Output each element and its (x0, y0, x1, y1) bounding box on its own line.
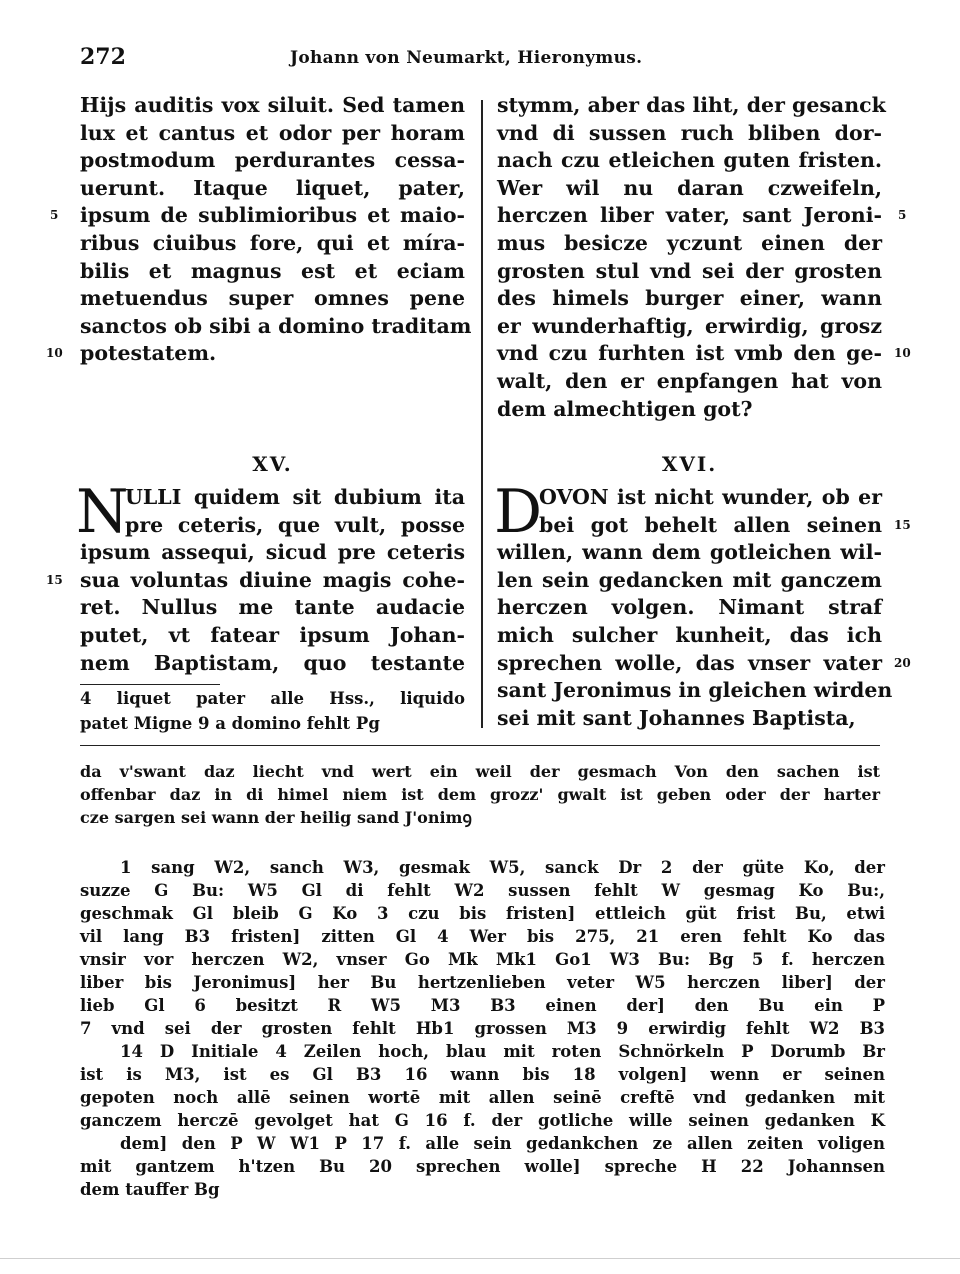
variant-line: da v'swant daz liecht vnd wert ein weil der gesmach Von den sachen ist (80, 762, 880, 781)
german-column-xvi (497, 484, 893, 732)
text-line: herczen liber vater, sant Jeroni- (497, 203, 882, 228)
text-line: uerunt. Itaque liquet, pater, (80, 175, 465, 200)
text-line: len sein gedancken mit ganczem (497, 567, 882, 592)
line-number: 15 (46, 573, 63, 587)
page-header (80, 44, 880, 76)
line-number: 10 (894, 346, 911, 360)
text-line: sant Jeronimus in gleichen wirden (497, 678, 893, 703)
text-line: potestatem. (80, 341, 217, 366)
text-line: Hijs auditis vox siluit. Sed tamen (80, 93, 465, 117)
text-line: herczen volgen. Nimant straf (497, 595, 882, 620)
footnote-line: patet Migne 9 a domino fehlt Pg (80, 714, 380, 733)
line-number: 5 (898, 208, 907, 222)
section-heading-xvi: XVI. (661, 452, 718, 476)
apparatus-line: dem tauffer Bg (80, 1180, 220, 1199)
apparatus-line: gepoten noch allē seinen wortē mit allen seinē creftē vnd gedanken mit (80, 1088, 885, 1107)
text-line: putet, vt fatear ipsum Johan- (80, 622, 465, 647)
apparatus-line: ganczem herczē gevolget hat G 16 f. der gotliche wille seinen gedanken K (80, 1111, 885, 1130)
line-rest: ist nicht wunder, ob er (617, 485, 882, 509)
apparatus-line: ist is M3, ist es Gl B3 16 wann bis 18 volgen] wenn er seinen (80, 1065, 885, 1084)
text-line: ribus ciuibus fore, qui et míra- (80, 230, 465, 255)
text-line: mus besicze yczunt einen der (497, 230, 882, 255)
apparatus-line: vil lang B3 fristen] zitten Gl 4 Wer bis 275, 21 eren fehlt Ko das (80, 927, 885, 946)
full-width-rule (80, 745, 880, 746)
latin-column-top (80, 92, 472, 368)
text-line: mich sulcher kunheit, das ich (497, 622, 882, 647)
text-line: stymm, aber das liht, der gesanck (497, 93, 886, 117)
text-line (497, 484, 882, 512)
line-number: 20 (894, 656, 911, 670)
text-line: des himels burger einer, wann (497, 286, 882, 311)
apparatus-line: suzze G Bu: W5 Gl di fehlt W2 sussen fehlt W gesmag Ko Bu:, (80, 881, 885, 900)
critical-apparatus (80, 856, 885, 1201)
text-line: ipsum de sublimioribus et maio- (80, 203, 465, 228)
footnote-line: 4 liquet pater alle Hss., liquido (80, 689, 465, 708)
text-line: metuendus super omnes pene (80, 286, 465, 311)
apparatus-line: mit gantzem h'tzen Bu 20 sprechen wolle] spreche H 22 Johannsen (80, 1157, 885, 1176)
line-rest: quidem sit dubium ita (193, 485, 465, 509)
text-line: grosten stul vnd sei der grosten (497, 258, 882, 283)
text-line: ret. Nullus me tante audacie (80, 595, 465, 620)
text-line: nem Baptistam, quo testante (80, 650, 465, 675)
text-line: bei got behelt allen seinen (539, 512, 882, 537)
text-line: lux et cantus et odor per horam (80, 120, 465, 145)
text-line: willen, wann dem gotleichen wil- (497, 540, 882, 565)
text-line: sanctos ob sibi a domino traditam (80, 313, 472, 338)
smallcaps-word: ULLI (125, 485, 182, 509)
text-line: pre ceteris, que vult, posse (125, 512, 465, 537)
page-number: 272 (80, 44, 126, 70)
text-line: postmodum perdurantes cessa- (80, 148, 465, 173)
apparatus-line: 7 vnd sei der grosten fehlt Hb1 grossen M3 9 erwirdig fehlt W2 B3 (80, 1019, 885, 1038)
running-title: Johann von Neumarkt, Hieronymus. (290, 48, 643, 68)
apparatus-line: 1 sang W2, sanch W3, gesmak W5, sanck Dr 2 der güte Ko, der (120, 858, 885, 877)
text-line: walt, den er enpfangen hat von (497, 368, 882, 393)
text-line: vnd di sussen ruch bliben dor- (497, 120, 882, 145)
dropcap: N (76, 477, 129, 547)
variant-line: offenbar daz in di himel niem ist dem grozz' gwalt ist geben oder der harter (80, 785, 880, 804)
apparatus-line: lieb Gl 6 besitzt R W5 M3 B3 einen der] den Bu ein P (80, 996, 885, 1015)
column-divider (481, 100, 483, 728)
text-line: er wunderhaftig, erwirdig, grosz (497, 313, 882, 338)
apparatus-line: liber bis Jeronimus] her Bu hertzenlieben veter W5 herczen liber] der (80, 973, 885, 992)
line-number: 5 (50, 208, 59, 222)
text-line: bilis et magnus est et eciam (80, 258, 465, 283)
variant-line: cze sargen sei wann der heilig sand J'onimꝯ (80, 808, 472, 827)
text-line: sei mit sant Johannes Baptista, (497, 705, 856, 730)
text-line: vnd czu furhten ist vmb den ge- (497, 341, 882, 366)
apparatus-line: dem] den P W W1 P 17 f. alle sein gedankchen ze allen zeiten voligen (120, 1134, 885, 1153)
apparatus-line: geschmak Gl bleib G Ko 3 czu bis fristen] ettleich güt frist Bu, etwi (80, 904, 885, 923)
line-number: 15 (894, 518, 911, 532)
footnote-rule (80, 684, 220, 685)
text-line: sua voluntas diuine magis cohe- (80, 567, 465, 592)
manuscript-variant-text (80, 760, 880, 829)
text-line: ipsum assequi, sicud pre ceteris (80, 540, 465, 565)
left-footnote (80, 686, 465, 736)
text-line: Wer wil nu daran czweifeln, (497, 175, 882, 200)
section-heading-xv: XV. (252, 452, 293, 476)
latin-column-xv (80, 484, 465, 677)
dropcap: D (494, 477, 543, 547)
apparatus-line: 14 D Initiale 4 Zeilen hoch, blau mit roten Schnörkeln P Dorumb Br (120, 1042, 885, 1061)
text-line: nach czu etleichen guten fristen. (497, 148, 882, 173)
german-column-top (497, 92, 886, 423)
text-line (80, 484, 465, 512)
text-line: sprechen wolle, das vnser vater (497, 650, 882, 675)
line-number: 10 (46, 346, 63, 360)
page-bottom-edge (0, 1258, 960, 1259)
apparatus-line: vnsir vor herczen W2, vnser Go Mk Mk1 Go1 W3 Bu: Bg 5 f. herczen (80, 950, 885, 969)
text-line: dem almechtigen got? (497, 396, 753, 421)
smallcaps-word: OVON (539, 485, 609, 509)
